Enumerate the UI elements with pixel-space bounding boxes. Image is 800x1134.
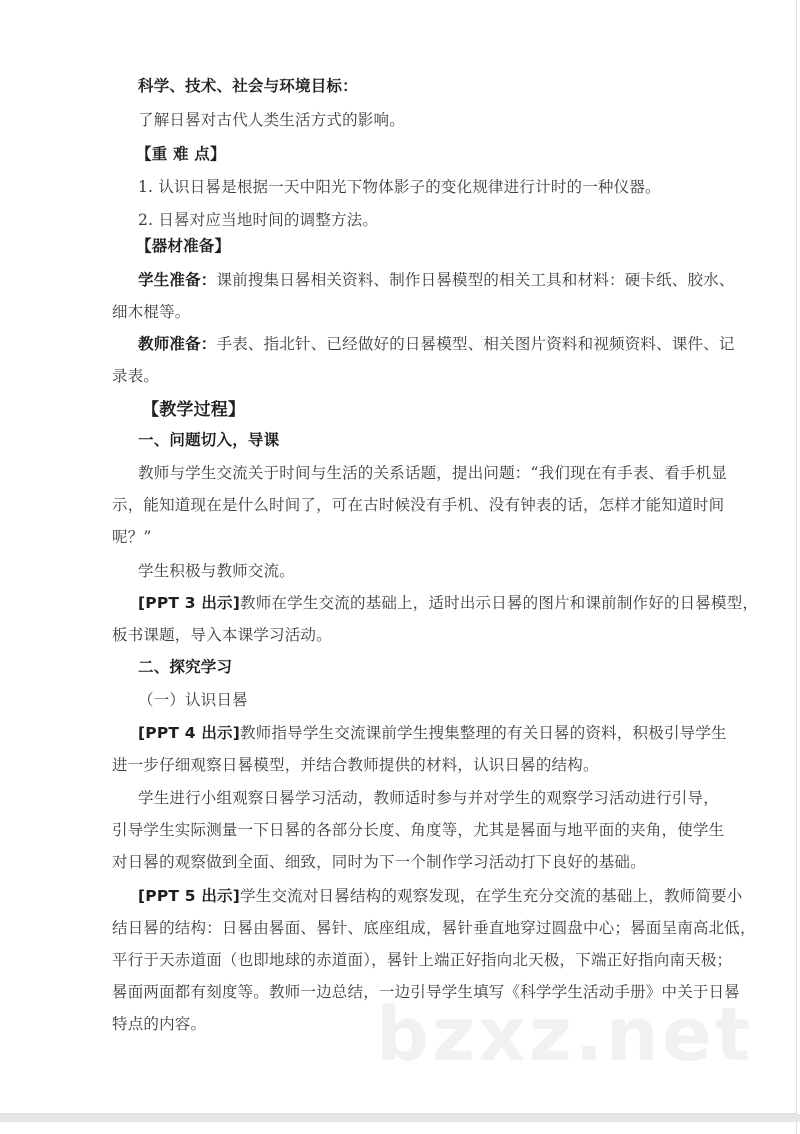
part1-paragraph: 教师与学生交流关于时间与生活的关系话题，提出问题：“我们现在有手表、看手机显: [138, 464, 728, 482]
teacher-prep-text-cont: 录表。: [112, 367, 160, 385]
student-prep-label: 学生准备：: [138, 271, 217, 289]
part2-heading: 二、探究学习: [138, 658, 233, 676]
ppt4-text: 教师指导学生交流课前学生搜集整理的有关日晷的资料，积极引导学生: [240, 724, 727, 742]
ppt4-text-cont: 进一步仔细观察日晷模型，并结合教师提供的材料，认识日晷的结构。: [112, 756, 599, 774]
ppt5-text-cont: 特点的内容。: [112, 1015, 207, 1033]
part1-paragraph-cont: 示，能知道现在是什么时间了，可在古时候没有手机、没有钟表的话，怎样才能知道时间: [112, 496, 725, 514]
materials-heading: 【器材准备】: [136, 237, 231, 255]
ppt5-text-cont: 结日晷的结构：日晷由晷面、晷针、底座组成，晷针垂直地穿过圆盘中心；晷面呈南高北低，: [112, 919, 756, 937]
group-activity-cont: 对日晷的观察做到全面、细致，同时为下一个制作学习活动打下良好的基础。: [112, 853, 646, 871]
ppt3-paragraph: [138, 591, 758, 613]
ppt3-label: [PPT 3 出示]: [138, 594, 241, 612]
next-page-edge: [0, 1122, 797, 1134]
student-prep-paragraph: [138, 268, 735, 290]
part1-heading: 一、问题切入，导课: [138, 431, 280, 449]
page-gap: [0, 1114, 800, 1122]
student-prep-text: 课前搜集日晷相关资料、制作日晷模型的相关工具和材料：硬卡纸、胶水、: [216, 271, 735, 289]
part1-paragraph-cont: 呢？”: [112, 528, 152, 546]
teacher-prep-paragraph: [138, 332, 735, 354]
ppt4-paragraph: [138, 721, 727, 743]
watermark: bzxz.net: [376, 992, 754, 1078]
ppt5-paragraph: [138, 884, 742, 906]
group-activity-paragraph: 学生进行小组观察日晷学习活动，教师适时参与并对学生的观察学习活动进行引导，: [138, 789, 719, 807]
ppt5-text: 学生交流对日晷结构的观察发现，在学生充分交流的基础上，教师简要小: [240, 887, 743, 905]
teaching-process-heading: 【教学过程】: [142, 400, 246, 420]
teacher-prep-label: 教师准备：: [138, 335, 217, 353]
teacher-prep-text: 手表、指北针、已经做好的日晷模型、相关图片资料和视频资料、课件、记: [216, 335, 735, 353]
part2-subheading: （一）认识日晷: [138, 691, 248, 709]
ppt3-text-cont: 板书课题，导入本课学习活动。: [112, 626, 332, 644]
key-point-item: 1. 认识日晷是根据一天中阳光下物体影子的变化规律进行计时的一种仪器。: [138, 178, 661, 196]
key-points-heading: 【重 难 点】: [136, 145, 226, 163]
student-prep-text-cont: 细木棍等。: [112, 303, 191, 321]
group-activity-cont: 引导学生实际测量一下日晷的各部分长度、角度等，尤其是晷面与地平面的夹角，使学生: [112, 821, 725, 839]
sts-goal-text: 了解日晷对古代人类生活方式的影响。: [138, 111, 405, 129]
part1-student-response: 学生积极与教师交流。: [138, 562, 296, 580]
ppt5-label: [PPT 5 出示]: [138, 887, 241, 905]
ppt4-label: [PPT 4 出示]: [138, 724, 241, 742]
ppt5-text-cont: 晷面两面都有刻度等。教师一边总结，一边引导学生填写《科学学生活动手册》中关于日晷: [112, 983, 741, 1001]
ppt3-text: 教师在学生交流的基础上，适时出示日晷的图片和课前制作好的日晷模型，: [240, 594, 759, 612]
key-point-item: 2. 日晷对应当地时间的调整方法。: [138, 211, 379, 229]
ppt5-text-cont: 平行于天赤道面（也即地球的赤道面），晷针上端正好指向北天极，下端正好指向南天极；: [112, 951, 733, 969]
sts-goal-heading: 科学、技术、社会与环境目标：: [138, 77, 358, 95]
